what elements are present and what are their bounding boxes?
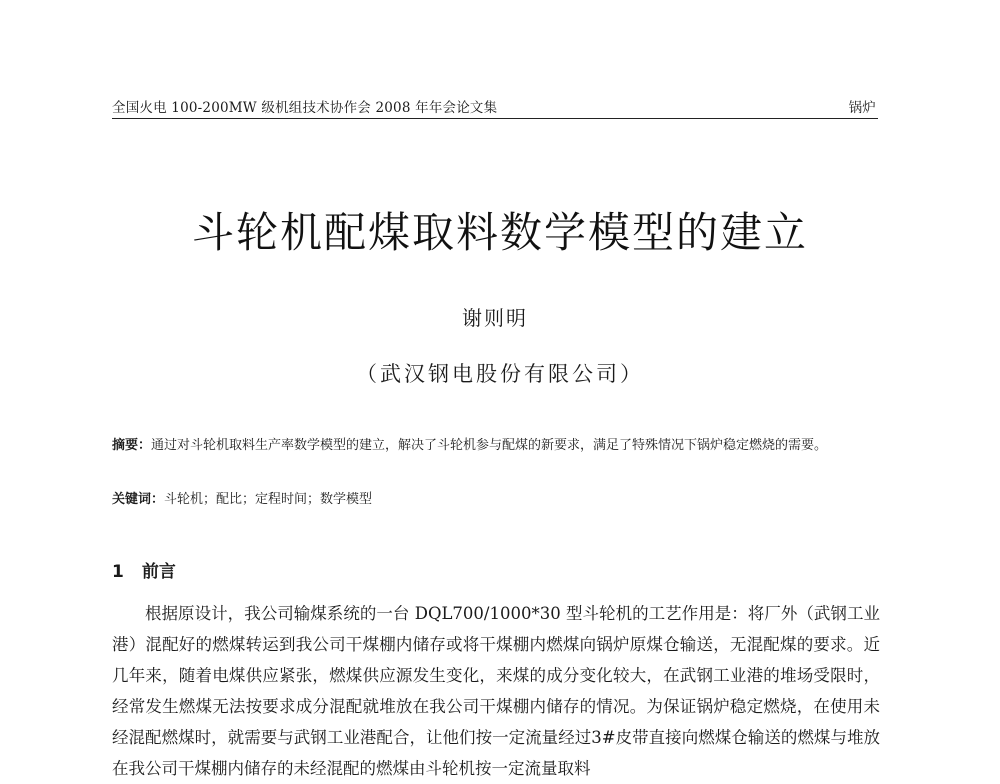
keywords-text: 斗轮机；配比；定程时间；数学模型: [164, 492, 373, 507]
abstract: [112, 432, 880, 460]
keywords-label: 关键词：: [112, 492, 165, 507]
abstract-text: 通过对斗轮机取料生产率数学模型的建立，解决了斗轮机参与配煤的新要求，满足了特殊情况下锅炉稳定燃烧的需要。: [151, 438, 828, 453]
proceedings-title: 全国火电 100-200MW 级机组技术协作会 2008 年年会论文集: [112, 100, 498, 116]
category-label: 锅炉: [848, 100, 876, 116]
author-name: 谢则明: [462, 306, 528, 330]
running-header: [112, 94, 878, 119]
section-title: 前言: [141, 562, 176, 582]
section-heading: [112, 557, 176, 582]
body-paragraph: 根据原设计，我公司输煤系统的一台 DQL700/1000*30 型斗轮机的工艺作用是：将厂外（武钢工业港）混配好的燃煤转运到我公司干煤棚内储存或将干煤棚内燃煤向锅炉原煤仓输送，无混配煤的要求。近几年来，随着电煤供应紧张，燃煤供应源发生变化，来煤的成分变化较大，在武钢工业港的堆场受限时，经常发生燃煤无法按要求成分混配就堆放在我公司干煤棚内储存的情况。为保证锅炉稳定燃烧，在使用未经混配燃煤时，就需要与武钢工业港配合，让他们按一定流量经过3#皮带直接向燃煤仓输送的燃煤与堆放在我公司干煤棚内储存的未经混配的燃煤由斗轮机按一定流量取料: [112, 604, 880, 778]
abstract-label: 摘要：: [112, 438, 152, 453]
keywords: [112, 486, 880, 514]
paper-title: 斗轮机配煤取料数学模型的建立: [191, 208, 808, 257]
body-text: [112, 598, 880, 784]
author-affiliation: （武汉钢电股份有限公司）: [356, 362, 644, 386]
section-number: 1: [112, 562, 124, 582]
